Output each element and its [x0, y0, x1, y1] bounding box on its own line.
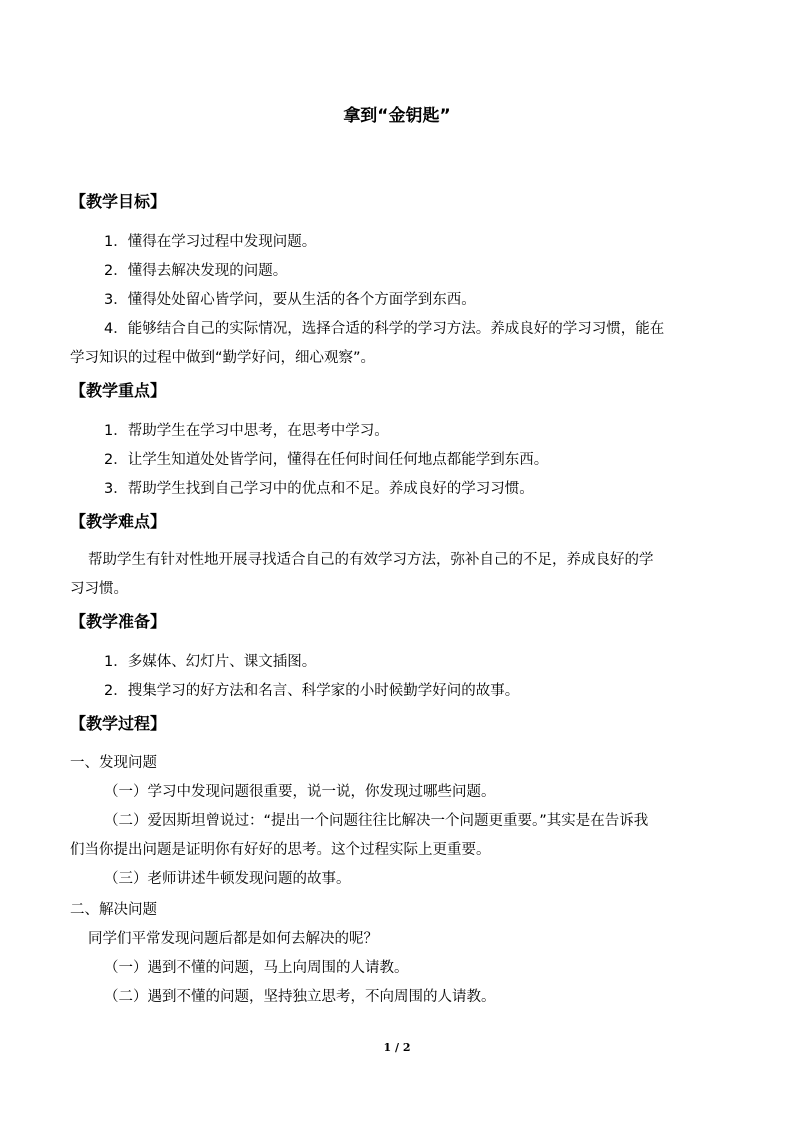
process-section-2-line-1: 同学们平常发现问题后都是如何去解决的呢？ [88, 931, 378, 947]
heading-teaching-goals: 【教学目标】 [70, 192, 167, 211]
process-section-2-line-3: （二）遇到不懂的问题，坚持独立思考，不向周围的人请教。 [104, 989, 496, 1005]
goal-item-4-continued: 学习知识的过程中做到“勤学好问，细心观察”。 [70, 350, 376, 366]
difficulty-paragraph-line-2: 习习惯。 [70, 581, 128, 597]
key-point-item-2: 2．让学生知道处处皆学问，懂得在任何时间任何地点都能学到东西。 [104, 452, 549, 468]
heading-process: 【教学过程】 [70, 714, 167, 733]
difficulty-paragraph-line-1: 帮助学生有针对性地开展寻找适合自己的有效学习方法，弥补自己的不足，养成良好的学 [88, 552, 654, 568]
heading-preparation: 【教学准备】 [70, 612, 167, 631]
goal-item-4: 4．能够结合自己的实际情况，选择合适的科学的学习方法。养成良好的学习习惯，能在 [104, 321, 665, 337]
goal-item-1: 1．懂得在学习过程中发现问题。 [104, 234, 317, 250]
page-indicator: 1 / 2 [383, 1041, 411, 1054]
goal-item-3: 3．懂得处处留心皆学问，要从生活的各个方面学到东西。 [104, 292, 476, 308]
process-section-1-line-2: （二）爱因斯坦曾说过：“提出一个问题往往比解决一个问题更重要。”其实是在告诉我 [104, 813, 649, 829]
preparation-item-1: 1．多媒体、幻灯片、课文插图。 [104, 654, 317, 670]
heading-key-points: 【教学重点】 [70, 381, 167, 400]
document-title: 拿到“金钥匙” [343, 106, 451, 126]
preparation-item-2: 2．搜集学习的好方法和名言、科学家的小时候勤学好问的故事。 [104, 683, 520, 699]
process-section-2-line-2: （一）遇到不懂的问题，马上向周围的人请教。 [104, 960, 409, 976]
process-section-1-title: 一、发现问题 [70, 755, 157, 771]
key-point-item-1: 1．帮助学生在学习中思考，在思考中学习。 [104, 423, 389, 439]
process-section-1-line-4: （三）老师讲述牛顿发现问题的故事。 [104, 871, 351, 887]
goal-item-2: 2．懂得去解决发现的问题。 [104, 263, 288, 279]
process-section-1-line-3: 们当你提出问题是证明你有好好的思考。这个过程实际上更重要。 [70, 842, 491, 858]
key-point-item-3: 3．帮助学生找到自己学习中的优点和不足。养成良好的学习习惯。 [104, 481, 534, 497]
heading-difficulties: 【教学难点】 [70, 512, 167, 531]
process-section-2-title: 二、解决问题 [70, 902, 157, 918]
process-section-1-line-1: （一）学习中发现问题很重要，说一说，你发现过哪些问题。 [104, 784, 496, 800]
